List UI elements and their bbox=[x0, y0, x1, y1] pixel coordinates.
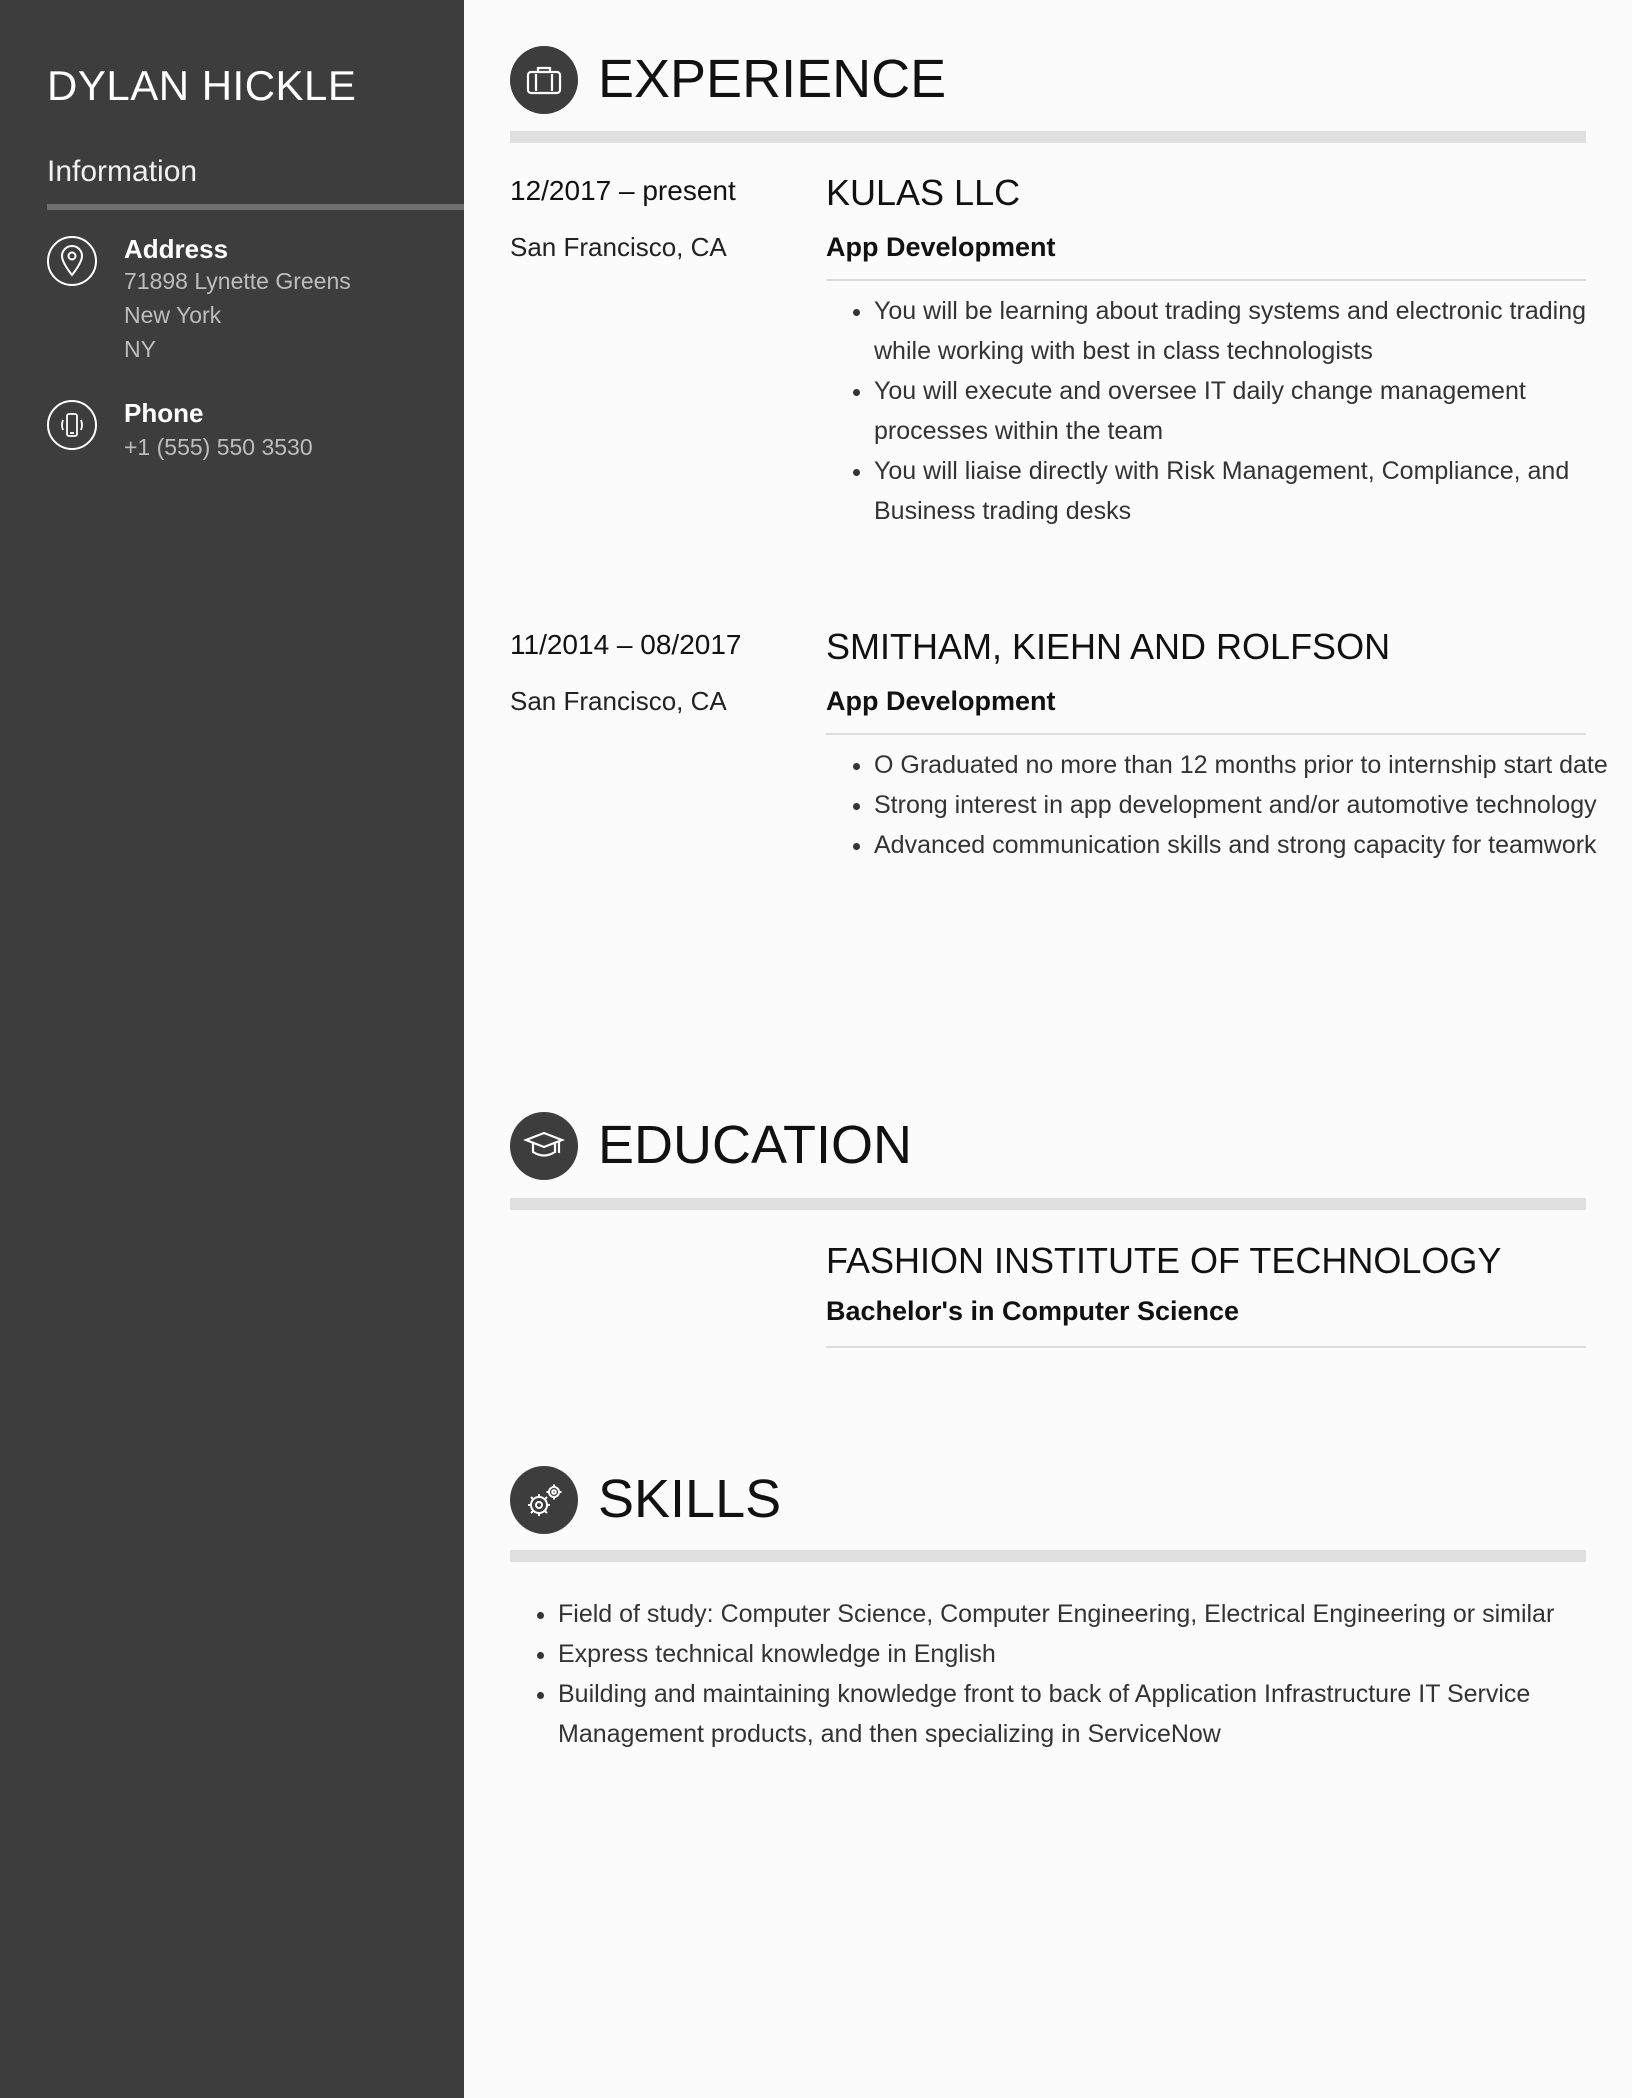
job-1-bullets bbox=[826, 291, 1632, 531]
sidebar bbox=[0, 0, 464, 2098]
job-1-divider bbox=[826, 279, 1586, 281]
location-pin-icon bbox=[47, 236, 97, 286]
job-2-divider bbox=[826, 733, 1586, 735]
job-2-location: San Francisco, CA bbox=[510, 686, 727, 716]
gears-icon bbox=[510, 1466, 578, 1534]
job-1-date: 12/2017 – present bbox=[510, 175, 736, 206]
list-item: • You will execute and oversee IT daily change management processes within the team bbox=[874, 371, 1632, 451]
job-2-date: 11/2014 – 08/2017 bbox=[510, 629, 742, 660]
address-label: Address bbox=[124, 234, 229, 264]
list-item: • Advanced communication skills and strong capacity for teamwork bbox=[874, 825, 1632, 865]
skills-heading: SKILLS bbox=[598, 1469, 782, 1529]
address-line-3: NY bbox=[124, 336, 156, 362]
job-1-company: KULAS LLC bbox=[826, 172, 1021, 213]
graduation-cap-icon bbox=[510, 1112, 578, 1180]
job-1-role: App Development bbox=[826, 232, 1056, 262]
skills-list bbox=[510, 1594, 1632, 1754]
information-heading: Information bbox=[47, 155, 198, 188]
information-divider bbox=[47, 204, 464, 210]
education-item-divider bbox=[826, 1346, 1586, 1348]
address-line-1: 71898 Lynette Greens bbox=[124, 268, 351, 294]
list-item: • You will be learning about trading systems and electronic trading while working with best in class technologists bbox=[874, 291, 1632, 371]
list-item: • Building and maintaining knowledge front to back of Application Infrastructure IT Service Management products, and then specializing in ServiceNow bbox=[558, 1674, 1632, 1754]
list-item: • Express technical knowledge in English bbox=[558, 1634, 1632, 1674]
phone-label: Phone bbox=[124, 398, 204, 428]
education-school: FASHION INSTITUTE OF TECHNOLOGY bbox=[826, 1240, 1502, 1281]
briefcase-icon bbox=[510, 46, 578, 114]
list-item: • O Graduated no more than 12 months prior to internship start date bbox=[874, 745, 1632, 785]
experience-divider bbox=[510, 131, 1586, 143]
job-2-bullets bbox=[826, 745, 1632, 865]
job-1-location: San Francisco, CA bbox=[510, 232, 727, 262]
skills-divider bbox=[510, 1550, 1586, 1562]
phone-number: +1 (555) 550 3530 bbox=[124, 434, 313, 460]
education-degree: Bachelor's in Computer Science bbox=[826, 1296, 1240, 1326]
education-divider bbox=[510, 1198, 1586, 1210]
list-item: • Field of study: Computer Science, Computer Engineering, Electrical Engineering or similar bbox=[558, 1594, 1632, 1634]
phone-icon bbox=[47, 400, 97, 450]
list-item: • You will liaise directly with Risk Management, Compliance, and Business trading desks bbox=[874, 451, 1632, 531]
job-2-company: SMITHAM, KIEHN AND ROLFSON bbox=[826, 626, 1391, 667]
candidate-name: DYLAN HICKLE bbox=[47, 62, 357, 109]
list-item: • Strong interest in app development and/or automotive technology bbox=[874, 785, 1632, 825]
address-line-2: New York bbox=[124, 302, 222, 328]
education-heading: EDUCATION bbox=[598, 1115, 913, 1175]
experience-heading: EXPERIENCE bbox=[598, 49, 947, 109]
job-2-role: App Development bbox=[826, 686, 1056, 716]
